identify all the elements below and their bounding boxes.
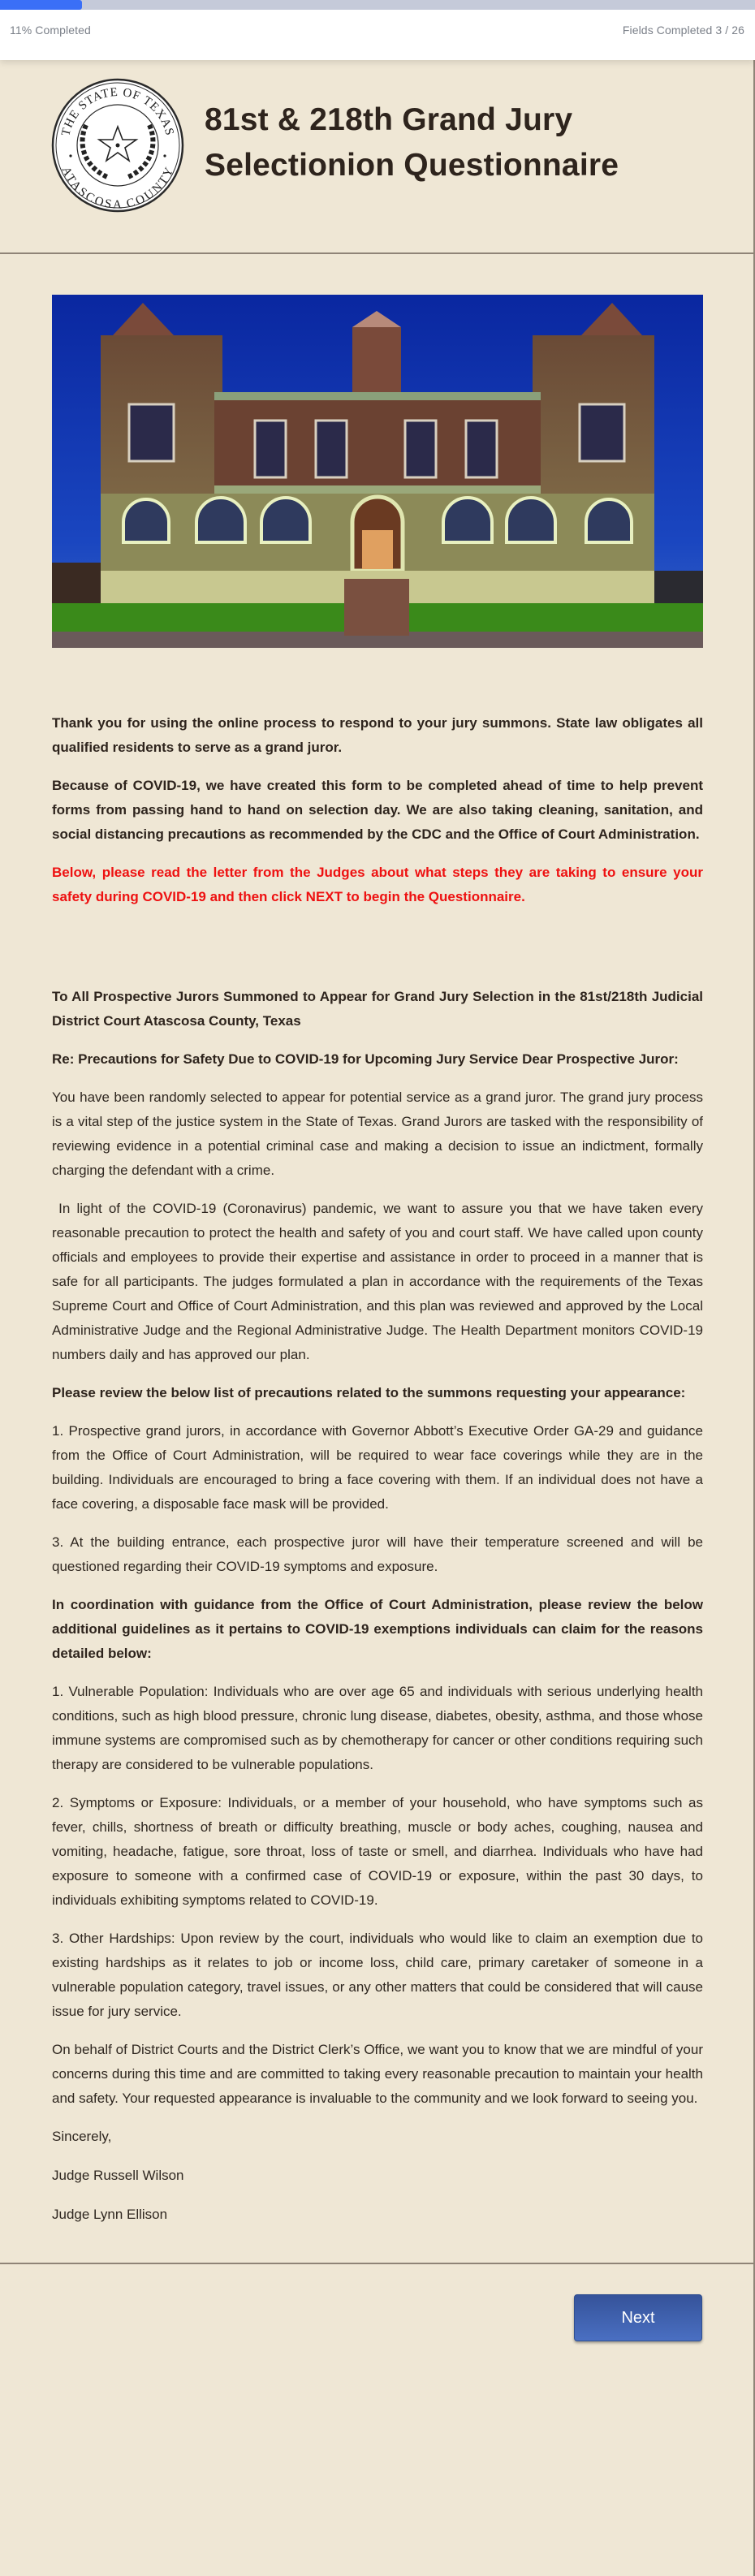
next-button[interactable]: Next [574, 2294, 702, 2341]
page-header [0, 60, 755, 252]
title-line-1: 81st & 218th Grand Jury [205, 102, 573, 137]
letter-addressee: To All Prospective Jurors Summoned to Appear for Grand Jury Selection in the 81st/218th Judicial District Court Atascosa County, Texas [52, 989, 703, 1029]
precaution-item: 3. At the building entrance, each prospective juror will have their temperature screened and will be questioned regarding their COVID-19 symptoms and exposure. [52, 1534, 703, 1574]
signature-judge: Judge Russell Wilson [52, 2168, 184, 2183]
signature-judge: Judge Lynn Ellison [52, 2207, 168, 2222]
percent-completed: 11% Completed [10, 24, 91, 37]
progress-bar-fill [0, 0, 82, 10]
svg-text:ATASCOSA COUNTY: ATASCOSA COUNTY [58, 165, 177, 212]
form-footer [0, 2264, 755, 2368]
precaution-item: 1. Prospective grand jurors, in accordance with Governor Abbott’s Executive Order GA-29 and guidance from the Office of Court Administration, will be required to wear face coverings while they are in the building. Individuals are encouraged to bring a face covering with them. If an individual does not have a face covering, a disposable face mask will be provided. [52, 1423, 703, 1512]
progress-header [0, 0, 755, 60]
courthouse-photo [52, 295, 703, 648]
letter-subject: Re: Precautions for Safety Due to COVID-19 for Upcoming Jury Service Dear Prospective Juror: [52, 1051, 679, 1067]
svg-text:THE STATE OF TEXAS: THE STATE OF TEXAS [59, 85, 176, 138]
courthouse-image [52, 295, 703, 648]
intro-paragraph-2: Because of COVID-19, we have created this form to be completed ahead of time to help prevent forms from passing hand to hand on selection day. We are also taking cleaning, sanitation, and social distancing precautions as recommended by the CDC and the Office of Court Administration. [52, 778, 703, 842]
county-seal-icon [50, 78, 185, 213]
letter-content [0, 711, 755, 2227]
page-title [205, 97, 619, 188]
exemption-item: 1. Vulnerable Population: Individuals who are over age 65 and individuals with serious underlying health conditions, such as high blood pressure, chronic lung disease, diabetes, obesity, asthma, and those whose immune systems are compromised such as by chemotherapy for cancer or other conditions requiring such therapy are considered to be vulnerable populations. [52, 1684, 704, 1772]
progress-bar [0, 0, 755, 10]
letter-paragraph-1: You have been randomly selected to appear for potential service as a grand juror. The grand jury process is a vital step of the justice system in the State of Texas. Grand Jurors are tasked with the responsibility of reviewing evidence in a potential criminal case and making a decision to issue an indictment, formally charging the defendant with a crime. [52, 1090, 703, 1178]
intro-paragraph-1: Thank you for using the online process to respond to your jury summons. State law obligates all qualified residents to serve as a grand juror. [52, 715, 703, 755]
header-divider [0, 252, 755, 254]
precautions-heading: Please review the below list of precautions related to the summons requesting your appearance: [52, 1385, 686, 1400]
letter-signoff: Sincerely, [52, 2129, 112, 2144]
letter-closing: On behalf of District Courts and the District Clerk’s Office, we want you to know that we are mindful of your concerns during this time and are committed to taking every reasonable precaution to maintain your health and safety. Your requested appearance is invaluable to the community and we look forward to seeing you. [52, 2042, 703, 2106]
exemption-item: 2. Symptoms or Exposure: Individuals, or a member of your household, who have symptoms such as fever, chills, shortness of breath or difficulty breathing, muscle or body aches, coughing, nausea and vomiting, headache, fatigue, sore throat, loss of taste or smell, and diarrhea. Individuals who have had exposure to someone with a confirmed case of COVID-19 or exposure, within the past 30 days, to individuals exhibiting symptoms related to COVID-19. [52, 1795, 703, 1908]
fields-completed: Fields Completed 3 / 26 [622, 24, 744, 37]
exemptions-heading: In coordination with guidance from the Office of Court Administration, please review the below additional guidelines as it pertains to COVID-19 exemptions individuals can claim for the reasons detailed below: [52, 1597, 703, 1661]
intro-notice: Below, please read the letter from the Judges about what steps they are taking to ensure your safety during COVID-19 and then click NEXT to begin the Questionnaire. [52, 865, 703, 904]
letter-paragraph-2: In light of the COVID-19 (Coronavirus) pandemic, we want to assure you that we have taken every reasonable precaution to protect the health and safety of you and court staff. We have called upon county officials and employees to provide their expertise and assistance in order to proceed in a manner that is safe for all participants. The judges formulated a plan in accordance with the requirements of the Texas Supreme Court and Office of Court Administration, and this plan was reviewed and approved by the Local Administrative Judge and the Regional Administrative Judge. The Health Department monitors COVID-19 numbers daily and has approved our plan. [52, 1201, 707, 1362]
exemption-item: 3. Other Hardships: Upon review by the court, individuals who would like to claim an exemption due to existing hardships as it relates to job or income loss, child care, primary caretaker of someone in a vulnerable population category, travel issues, or any other matters that could be considered that will cause issue for jury service. [52, 1931, 703, 2019]
title-line-2: Selectionion Questionnaire [205, 148, 619, 183]
